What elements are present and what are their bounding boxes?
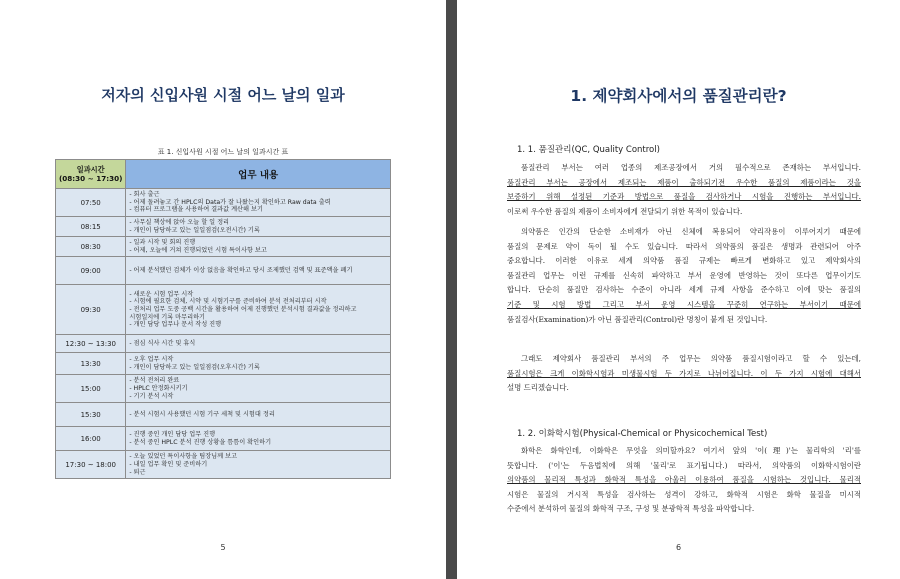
time-cell: 13:30 <box>56 353 126 375</box>
paragraph <box>507 225 861 327</box>
task-cell <box>126 427 391 451</box>
paragraph-line: 중요합니다. 이러한 이유로 세계 의약품 품질 규제는 빠르게 변화하고 있고 제약회사의 <box>507 256 861 266</box>
task-line: - 회사 출근 <box>129 191 160 199</box>
paragraph-line: 품질검사(Examination)가 아닌 품질관리(Control)란 명칭이 붙게 된 것입니다. <box>507 314 768 324</box>
schedule-table <box>55 159 391 479</box>
task-cell <box>126 353 391 375</box>
task-cell <box>126 375 391 403</box>
paragraph <box>507 444 861 517</box>
table-row <box>56 427 391 451</box>
paragraph-line: 품질의 문제로 약이 독이 될 수도 있습니다. 따라서 의약품의 품질은 생명과 관련되어 아주 <box>507 241 861 251</box>
task-cell <box>126 451 391 479</box>
paragraph-line: 품질시험은 크게 이화학시험과 미생물시험 두 가지로 나뉘어집니다. 이 두 가지 시험에 대해서 <box>507 368 861 378</box>
task-line: - 개인이 담당하고 있는 일일점검(오후시간) 기록 <box>129 363 260 371</box>
header-time-line: 일과시간 <box>76 165 105 174</box>
time-cell: 09:30 <box>56 285 126 335</box>
table-row <box>56 451 391 479</box>
page-number: 5 <box>220 543 226 552</box>
task-line: - 기기 분석 시작 <box>129 392 174 400</box>
task-line: - 어제 돌려놓고 간 HPLC의 Data가 잘 나왔는지 확인하고 Raw data 출력 <box>129 198 331 206</box>
task-line: - 컴퓨터 프로그램을 사용하여 결과값 계산해 보기 <box>129 206 263 214</box>
task-line: - 시험에 필요한 검체, 시약 및 시험기구를 준비하여 분석 전처리부터 시작 <box>129 298 327 306</box>
table-row <box>56 335 391 353</box>
task-line: - 일과 시작 및 회의 진행 <box>129 239 196 247</box>
header-time <box>56 160 126 189</box>
paragraph-line: 그래도 제약회사 품질관리 부서의 주 업무는 의약품 품질시험이라고 할 수 있는데, <box>521 354 861 363</box>
task-cell <box>126 189 391 217</box>
table-row <box>56 257 391 285</box>
task-cell <box>126 237 391 257</box>
time-cell: 15:00 <box>56 375 126 403</box>
task-line: - 사무실 책상에 앉아 오늘 할 일 정리 <box>129 219 230 226</box>
task-cell <box>126 403 391 427</box>
paragraph-line: 뜻합니다. ('이'는 두음법칙에 의해 '물리'로 표기됩니다.) 따라서, 의약품의 이화학시험이란 <box>507 460 861 470</box>
time-cell: 15:30 <box>56 403 126 427</box>
paragraph-line: 의약품의 물리적 특성과 화학적 특성을 아울러 이용하여 품질을 시험하는 것입니다. 물리적 <box>507 475 861 485</box>
time-cell: 08:30 <box>56 237 126 257</box>
task-line: - 어제, 오늘에 거쳐 진행되었던 시험 특이사항 보고 <box>129 246 267 254</box>
task-cell <box>126 217 391 237</box>
table-row <box>56 375 391 403</box>
paragraph-line: 화학은 화학인데, 이화학은 무엇을 의미할까요? 여기서 앞의 '이(理)'는 물리학의 '리'를 <box>521 446 861 455</box>
task-line: - 점심 식사 시간 및 휴식 <box>129 340 196 348</box>
time-cell: 07:50 <box>56 189 126 217</box>
task-line: - 내일 업무 확인 및 준비하기 <box>129 461 208 469</box>
table-row <box>56 189 391 217</box>
task-line: - 분석 중인 HPLC 분석 진행 상황을 틈틈이 확인하기 <box>129 438 272 446</box>
paragraph-line: 보증하기 위해 설정된 기준과 방법으로 품질을 검사하거나 시험을 진행하는 부서입니다. <box>507 192 861 202</box>
table-row <box>56 403 391 427</box>
paragraph-line: 품질관리 부서는 공장에서 제조되는 제품이 출하되기전 우수한 품질의 제품이라는 것을 <box>507 177 861 187</box>
time-cell: 16:00 <box>56 427 126 451</box>
task-line: - HPLC 안정화시키기 <box>129 385 188 393</box>
paragraph-line: 설명 드리겠습니다. <box>507 383 569 393</box>
page-title: 1. 제약회사에서의 품질관리란? <box>570 87 787 105</box>
task-cell <box>126 257 391 285</box>
paragraph-line: 품질관리 업무는 이런 규제를 신속히 파악하고 부서 운영에 반영하는 것이 또다른 업무이기도 <box>507 270 861 280</box>
task-line: 시험일지에 기록 마무리하기 <box>129 313 206 321</box>
table-row <box>56 217 391 237</box>
paragraph-line: 수준에서 분석하여 물질의 화학적 구조, 구성 및 분광학적 특성을 파악합니다. <box>507 504 755 514</box>
task-line: - 전처리 업무 도중 공백 시간을 활용하여 어제 진행했던 분석시험 결과값을 정리하고 <box>129 306 357 314</box>
table-row <box>56 285 391 335</box>
task-cell <box>126 285 391 335</box>
page-title: 저자의 신입사원 시절 어느 날의 일과 <box>101 86 345 104</box>
time-cell: 08:15 <box>56 217 126 237</box>
table-caption: 표 1. 신입사원 시절 어느 날의 일과시간 표 <box>157 148 289 156</box>
task-line: - 오후 업무 시작 <box>129 356 174 364</box>
right-page <box>457 0 900 579</box>
left-page <box>0 0 446 579</box>
section-heading: 1. 1. 품질관리(QC, Quality Control) <box>517 145 660 155</box>
task-line: - 오늘 있었던 특이사항을 팀장님께 보고 <box>129 453 238 461</box>
header-time-line: (08:30 ~ 17:30) <box>59 174 123 183</box>
paragraph-line: 이로써 우수한 품질의 제품이 소비자에게 전달되기 위한 목적이 있습니다. <box>507 206 743 216</box>
paragraph <box>507 352 861 396</box>
paragraph-line: 품질관리 부서는 여러 업종의 제조공장에서 거의 필수적으로 존재하는 부서입니다. <box>521 163 861 172</box>
task-line: - 개인이 담당하고 있는 일일점검(오전시간) 기록 <box>129 226 260 234</box>
table-row <box>56 353 391 375</box>
time-cell: 12:30 ~ 13:30 <box>56 335 126 353</box>
task-line: - 개인 담당 업무나 문서 작성 진행 <box>129 321 222 329</box>
task-line: - 진행 중인 개인 담당 업무 진행 <box>129 431 216 439</box>
task-cell <box>126 335 391 353</box>
task-line: - 새로운 시험 업무 시작 <box>129 290 194 298</box>
task-line: - 퇴근 <box>129 468 146 476</box>
page-number: 6 <box>675 543 682 552</box>
paragraph <box>507 161 861 219</box>
section-heading: 1. 2. 이화학시험(Physical-Chemical or Physicochemical Test) <box>517 429 768 439</box>
paragraph-line: 기준 및 시험 방법 그리고 부서 운영 시스템을 꾸준히 연구하는 부서이기 때문에 <box>507 299 861 309</box>
paragraph-line: 합니다. 단순히 품질만 검사하는 수준이 아니라 세계 규제 사항을 준수하고 이에 맞는 품질의 <box>507 285 861 295</box>
paragraph-line: 시험은 물질의 거시적 특성을 검사하는 성격이 강하고, 화학적 시험은 화학 물질을 미시적 <box>507 489 861 499</box>
task-line: - 분석 시험시 사용했던 시험 기구 세척 및 시험대 정리 <box>129 411 275 419</box>
paragraph-line: 의약품은 인간의 단순한 소비재가 아닌 신체에 복용되어 약리작용이 이루어지기 때문에 <box>521 227 861 236</box>
task-line: - 분석 전처리 완료 <box>129 377 180 385</box>
time-cell: 17:30 ~ 18:00 <box>56 451 126 479</box>
time-cell: 09:00 <box>56 257 126 285</box>
task-line: - 어제 분석했던 검체가 이상 없음을 확인하고 당시 조제했던 검액 및 표준액을 폐기 <box>129 267 353 275</box>
table-row <box>56 237 391 257</box>
header-task: 업무 내용 <box>126 160 391 189</box>
